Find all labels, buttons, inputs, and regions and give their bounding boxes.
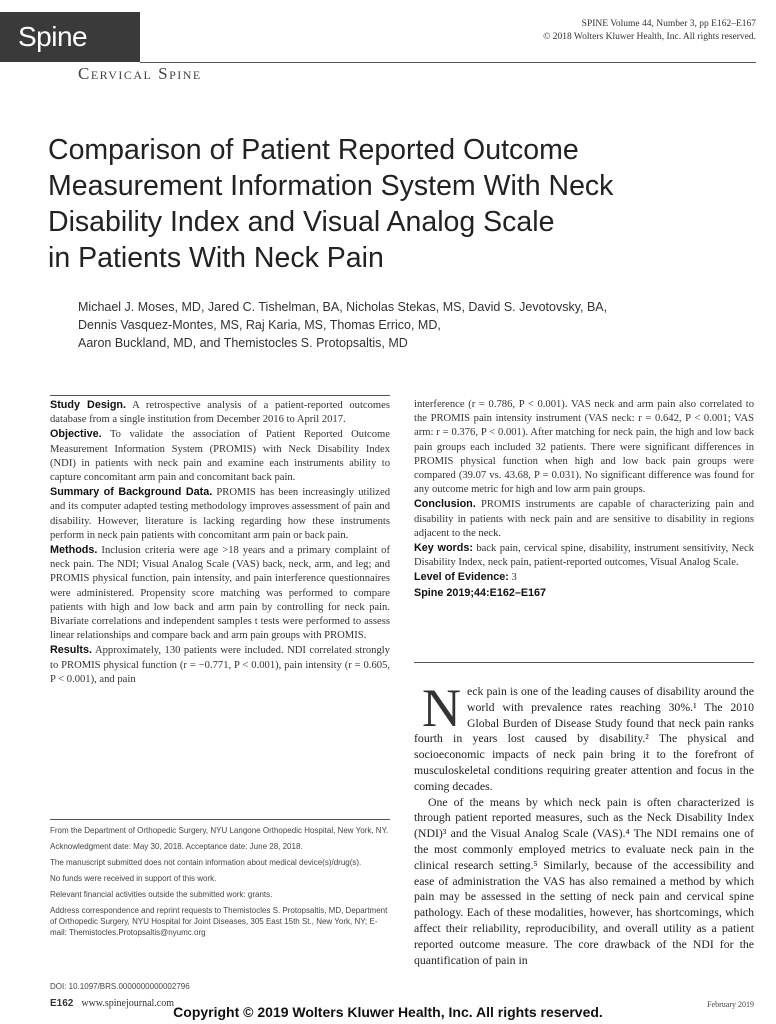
methods-text: Inclusion criteria were age >18 years and a primary complaint of neck pain. The NDI; Visual Analog Scale (VAS) back, neck, arm, and leg; and PROMIS physical function, pain intensity, and pain interference questionnaires were administered. Propensity score matching was performed to compare patients with high and low back and arm pain by controlling for neck pain. Bivariate correlations and independent samples t tests were performed to assess linear relationships and compare back and arm pain groups with PROMIS. bbox=[50, 545, 390, 642]
background-text: PROMIS has been increasingly utilized and its computer adapted testing methodology improves assessment of pain and disability. However, literature is lacking regarding how these instruments perform in neck pain patients with concomitant arm pain or back pain. bbox=[50, 487, 390, 541]
footnote: The manuscript submitted does not contain information about medical device(s)/drug(s). bbox=[50, 858, 362, 867]
journal-site: www.spinejournal.com bbox=[81, 998, 175, 1009]
keywords-heading: Key words: bbox=[414, 542, 473, 555]
footnote: Acknowledgment date: May 30, 2018. Acceptance date: June 28, 2018. bbox=[50, 842, 303, 851]
abstract-results bbox=[50, 643, 390, 687]
background-heading: Summary of Background Data. bbox=[50, 486, 213, 499]
drop-cap: N bbox=[422, 678, 461, 738]
title-line: in Patients With Neck Pain bbox=[48, 242, 384, 274]
study-design-heading: Study Design. bbox=[50, 399, 127, 411]
author-line: Dennis Vasquez-Montes, MS, Raj Karia, MS, Thomas Errico, MD, bbox=[78, 318, 441, 332]
abstract-right-column bbox=[414, 398, 754, 600]
abstract-study-design bbox=[50, 398, 390, 427]
abstract-keywords bbox=[414, 541, 754, 570]
paragraph-text: eck pain is one of the leading causes of disability around the world with prevalence rates reaching 30%.¹ The 2010 Global Burden of Disease Study found that neck pain ranks fourth in years lost caused by disability.² The physical and socioeconomic impacts of neck pain bring it to the forefront of musculoskeletal conditions requiring greater attention and focus in the coming decades. bbox=[414, 684, 754, 793]
journal-info bbox=[543, 18, 756, 44]
objective-text: To validate the association of Patient Reported Outcome Measurement Information System (PROMIS) with Neck Disability Index (NDI) in patients with neck pain and examine each instruments ability to capture concomitant arm pain and concomitant back pain. bbox=[50, 429, 390, 484]
conclusion-heading: Conclusion. bbox=[414, 498, 476, 511]
level-value: 3 bbox=[511, 572, 517, 584]
journal-copyright: © 2018 Wolters Kluwer Health, Inc. All rights reserved. bbox=[543, 32, 756, 42]
body-paragraph: One of the means by which neck pain is often characterized is through patient reported measures, such as the Neck Disability Index (NDI)³ and the Visual Analog Scale (VAS).⁴ The NDI remains one of the most commonly employed metrics to evaluate neck pain in the clinical research setting.⁵ Similarly, because of the accessibility and ease of administration the VAS has also remained a method by which pain may be assessed in the setting of neck pain and cervical spine pathology. Each of these modalities, however, has shortcomings, which affect their reliability, reproducibility, and overall utility as a patient reported outcome measure. The core drawback of the NDI for the quantification of pain in bbox=[414, 794, 754, 967]
footnote: From the Department of Orthopedic Surgery, NYU Langone Orthopedic Hospital, New York, NY. bbox=[50, 826, 389, 835]
results-text: Approximately, 130 patients were included. NDI correlated strongly to PROMIS physical function (r = −0.771, P < 0.001), pain intensity (r = 0.605, P < 0.001), and pain bbox=[50, 645, 390, 685]
journal-logo: Spine bbox=[0, 12, 140, 62]
author-line: Aaron Buckland, MD, and Themistocles S. Protopsaltis, MD bbox=[78, 336, 408, 350]
objective-heading: Objective. bbox=[50, 428, 102, 441]
methods-heading: Methods. bbox=[50, 544, 98, 557]
footnote-rule bbox=[50, 819, 390, 820]
abstract-background bbox=[50, 485, 390, 543]
level-heading: Level of Evidence: bbox=[414, 571, 509, 584]
title-line: Measurement Information System With Neck bbox=[48, 170, 614, 202]
abstract-end-rule bbox=[414, 662, 754, 663]
footnotes bbox=[50, 825, 390, 943]
header-rule bbox=[140, 62, 756, 63]
abstract-left-column bbox=[50, 398, 390, 687]
citation: Spine 2019;44:E162–E167 bbox=[414, 586, 547, 599]
title-line: Disability Index and Visual Analog Scale bbox=[48, 206, 555, 238]
study-design-text: A retrospective analysis of a patient-reported outcomes database from a single institution from December 2016 to April 2017. bbox=[50, 400, 390, 426]
footnote: No funds were received in support of this work. bbox=[50, 874, 217, 883]
author-list bbox=[78, 298, 718, 352]
doi: DOI: 10.1097/BRS.0000000000002796 bbox=[50, 982, 190, 991]
article-title bbox=[48, 132, 738, 276]
section-label: Cervical Spine bbox=[78, 64, 202, 83]
footnote: Relevant financial activities outside the submitted work: grants. bbox=[50, 890, 273, 899]
body-paragraph bbox=[414, 678, 754, 795]
page-number: E162 bbox=[50, 998, 74, 1009]
journal-volume: SPINE Volume 44, Number 3, pp E162–E167 bbox=[581, 19, 756, 29]
abstract-conclusion bbox=[414, 497, 754, 541]
body-column bbox=[414, 678, 754, 968]
title-line: Comparison of Patient Reported Outcome bbox=[48, 134, 579, 166]
issue-date: February 2019 bbox=[707, 1000, 754, 1009]
abstract-objective bbox=[50, 427, 390, 485]
results-heading: Results. bbox=[50, 644, 93, 657]
footnote: Address correspondence and reprint requests to Themistocles S. Protopsaltis, MD, Department of Orthopedic Surgery, NYU Hospital for Joint Diseases, 305 East 15th St., New York, NY; E-mail: Themistocles.Protopsaltis@nyumc.org bbox=[50, 906, 388, 937]
level-of-evidence bbox=[414, 570, 754, 585]
conclusion-text: PROMIS instruments are capable of characterizing pain and disability in patients with neck pain and are sensitive to disability in regions adjacent to the neck. bbox=[414, 499, 754, 539]
author-line: Michael J. Moses, MD, Jared C. Tishelman, BA, Nicholas Stekas, MS, David S. Jevotovsky, BA, bbox=[78, 300, 608, 314]
keywords-text: back pain, cervical spine, disability, instrument sensitivity, Neck Disability Index, neck pain, patient-reported outcomes, Visual Analog Scale. bbox=[414, 543, 754, 569]
abstract-rule bbox=[50, 395, 390, 396]
copyright-notice: Copyright © 2019 Wolters Kluwer Health, Inc. All rights reserved. bbox=[173, 1004, 603, 1020]
abstract-methods bbox=[50, 543, 390, 643]
results-continued: interference (r = 0.786, P < 0.001). VAS neck and arm pain also correlated to the PROMIS pain intensity instrument (VAS neck: r = 0.642, P < 0.001; VAS arm: r = 0.376, P < 0.001). After matching for neck pain, the high and low back pain groups each included 32 patients. There were significant differences in PROMIS physical function when high and low back pain groups were compared (39.07 vs. 43.68, P = 0.031). No significant difference was found for any outcome metric for high and low arm pain groups. bbox=[414, 399, 754, 496]
